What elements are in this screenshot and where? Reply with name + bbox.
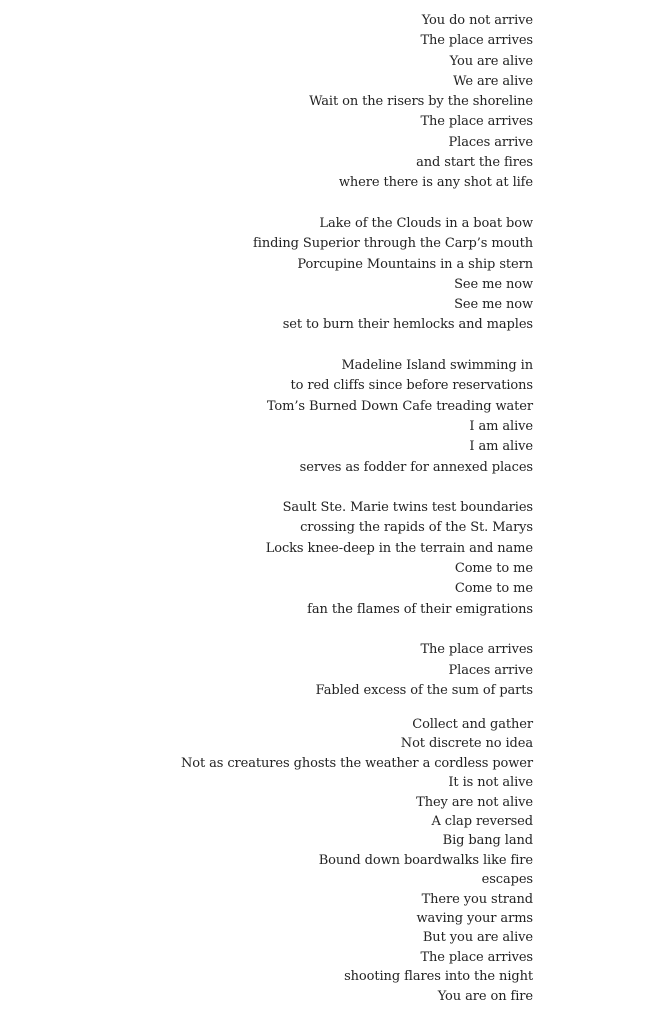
poem-line: I am alive xyxy=(469,439,533,455)
poem-line: The place arrives xyxy=(420,949,533,965)
poem-line: You are alive xyxy=(449,53,533,69)
poem-line: and start the fires xyxy=(416,155,533,171)
poem-line: We are alive xyxy=(453,73,533,89)
poem-line: where there is any shot at life xyxy=(338,175,533,191)
stanza-3 xyxy=(181,356,533,478)
poem-line: Porcupine Mountains in a ship stern xyxy=(297,256,533,272)
poem-line: Fabled excess of the sum of parts xyxy=(315,682,533,698)
poem-line: The place arrives xyxy=(420,114,533,130)
poem-line: You are on fire xyxy=(437,988,533,1004)
poem-line: You do not arrive xyxy=(421,13,533,28)
poem-line: A clap reversed xyxy=(431,814,533,830)
stanza-2 xyxy=(181,214,533,336)
poem-line: The place arrives xyxy=(420,33,533,49)
poem-line: serves as fodder for annexed places xyxy=(299,459,533,475)
poem-text xyxy=(181,11,533,1006)
poem-line: There you strand xyxy=(421,891,533,907)
poem-line: I am alive xyxy=(469,418,533,434)
poem-line: Big bang land xyxy=(442,833,533,849)
poem-line: fan the flames of their emigrations xyxy=(307,601,533,617)
poem-line: They are not alive xyxy=(416,794,533,810)
stanza-break xyxy=(181,701,533,715)
poem-line: It is not alive xyxy=(448,775,533,791)
stanza-break xyxy=(181,478,533,498)
poem-line: Wait on the risers by the shoreline xyxy=(309,94,533,110)
stanza-5 xyxy=(181,640,533,701)
poem-line: to red cliffs since before reservations xyxy=(290,378,533,394)
stanza-break xyxy=(181,194,533,214)
poem-line: Come to me xyxy=(454,581,533,597)
poem-line: shooting flares into the night xyxy=(344,969,533,985)
poem-line: Lake of the Clouds in a boat bow xyxy=(319,215,533,231)
poem-line: But you are alive xyxy=(422,930,533,946)
poem-line: Bound down boardwalks like fire xyxy=(318,852,533,868)
poem-line: Madeline Island swimming in xyxy=(341,358,533,374)
poem-line: See me now xyxy=(454,297,533,313)
poem-line: waving your arms xyxy=(416,911,533,926)
stanza-break xyxy=(181,336,533,356)
poem-line: Sault Ste. Marie twins test boundaries xyxy=(282,500,533,516)
poem-line: escapes xyxy=(481,872,533,888)
poem-line: The place arrives xyxy=(420,642,533,658)
stanza-6 xyxy=(181,715,533,1006)
poem-line: crossing the rapids of the St. Marys xyxy=(300,520,533,536)
poem-line: Places arrive xyxy=(448,662,533,678)
poem-line: Not discrete no idea xyxy=(400,736,533,752)
stanza-4 xyxy=(181,498,533,620)
poem-line: Tom’s Burned Down Cafe treading water xyxy=(266,398,533,414)
poem-line: Places arrive xyxy=(448,134,533,150)
poem-line: Not as creatures ghosts the weather a cordless power xyxy=(180,755,533,771)
stanza-1 xyxy=(181,11,533,194)
stanza-break xyxy=(181,620,533,640)
poem-line: Come to me xyxy=(454,561,533,577)
poem-line: See me now xyxy=(454,276,533,292)
poem-line: finding Superior through the Carp’s mouth xyxy=(253,236,533,252)
poem-line: Locks knee-deep in the terrain and name xyxy=(265,540,533,556)
poem-line: set to burn their hemlocks and maples xyxy=(282,317,533,333)
poem-line: Collect and gather xyxy=(412,717,533,733)
